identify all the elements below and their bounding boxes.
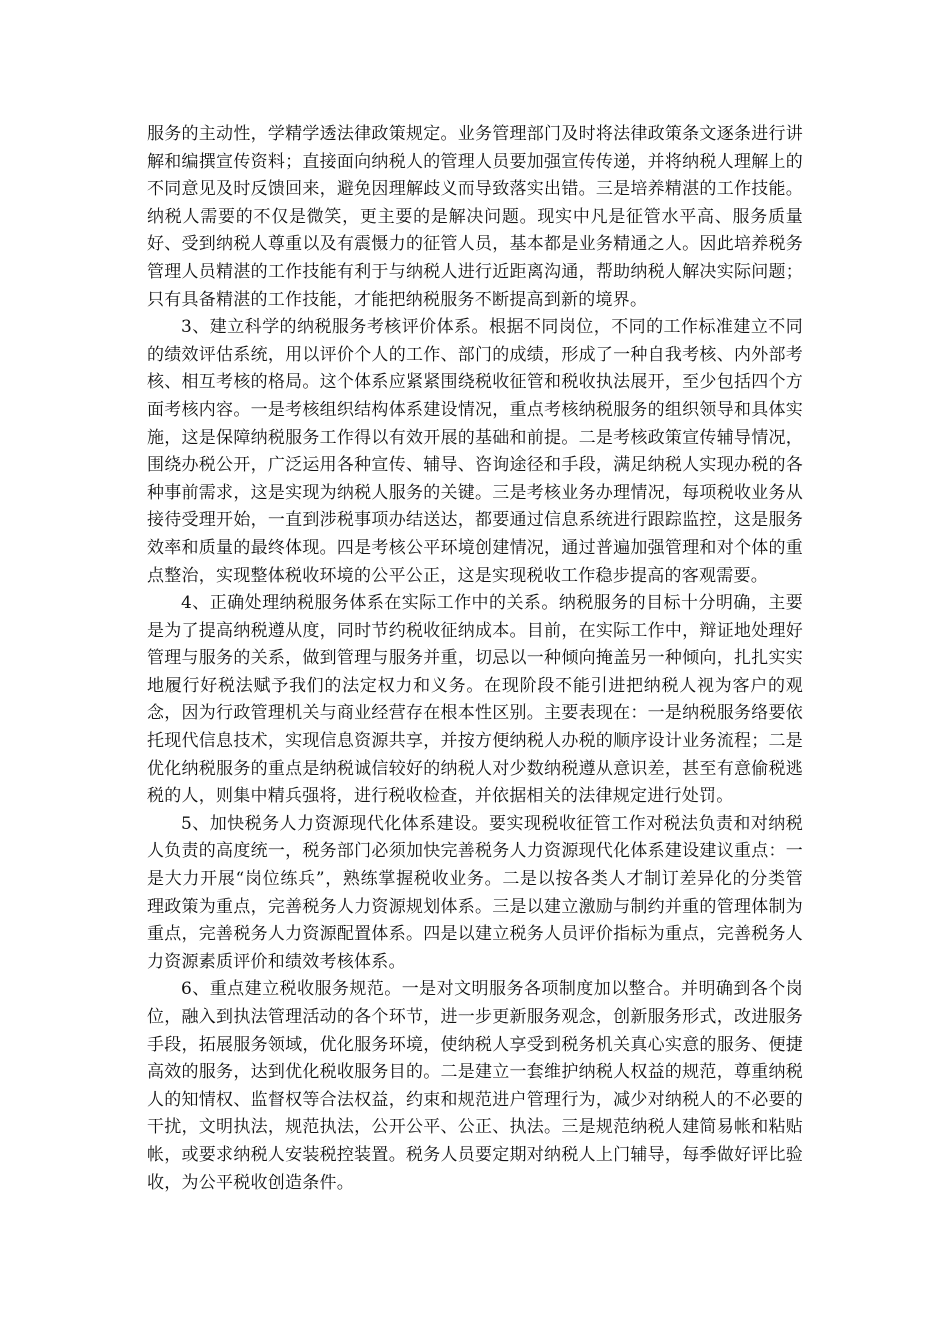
- paragraph-service-initiative: 服务的主动性，学精学透法律政策规定。业务管理部门及时将法律政策条文逐条进行讲解和编撰宣传资料；直接面向纳税人的管理人员要加强宣传传递，并将纳税人理解上的不同意见及时反馈回来，避免因理解歧义而导致落实出错。三是培养精湛的工作技能。纳税人需要的不仅是微笑，更主要的是解决问题。现实中凡是征管水平高、服务质量好、受到纳税人尊重以及有震慑力的征管人员，基本都是业务精通之人。因此培养税务管理人员精湛的工作技能有利于与纳税人进行近距离沟通，帮助纳税人解决实际问题；只有具备精湛的工作技能，才能把纳税服务不断提高到新的境界。: [147, 124, 803, 310]
- paragraph-service-standards: 6、重点建立税收服务规范。一是对文明服务各项制度加以整合。并明确到各个岗位，融入到执法管理活动的各个环节，进一步更新服务观念，创新服务形式，改进服务手段，拓展服务领域，优化服务环境，使纳税人享受到税务机关真心实意的服务、便捷高效的服务，达到优化税收服务目的。二是建立一套维护纳税人权益的规范，尊重纳税人的知情权、监督权等合法权益，约束和规范进户管理行为，减少对纳税人的不必要的干扰，文明执法，规范执法，公开公平、公正、执法。三是规范纳税人建简易帐和粘贴帐，或要求纳税人安装税控装置。税务人员要定期对纳税人上门辅导，每季做好评比验收，为公平税收创造条件。: [147, 979, 803, 1193]
- document-body: [147, 121, 803, 1197]
- paragraph-human-resources: 5、加快税务人力资源现代化体系建设。要实现税收征管工作对税法负责和对纳税人负责的高度统一，税务部门必须加快完善税务人力资源现代化体系建设建议重点：一是大力开展“岗位练兵”，熟练掌握税收业务。二是以按各类人才制订差异化的分类管理政策为重点，完善税务人力资源规划体系。三是以建立激励与制约并重的管理体制为重点，完善税务人力资源配置体系。四是以建立税务人员评价指标为重点，完善税务人力资源素质评价和绩效考核体系。: [147, 813, 803, 972]
- paragraph-evaluation-system: 3、建立科学的纳税服务考核评价体系。根据不同岗位，不同的工作标准建立不同的绩效评估系统，用以评价个人的工作、部门的成绩，形成了一种自我考核、内外部考核、相互考核的格局。这个体系应紧紧围绕税收征管和税收执法展开，至少包括四个方面考核内容。一是考核组织结构体系建设情况，重点考核纳税服务的组织领导和具体实施，这是保障纳税服务工作得以有效开展的基础和前提。二是考核政策宣传辅导情况，围绕办税公开，广泛运用各种宣传、辅导、咨询途径和手段，满足纳税人实现办税的各种事前需求，这是实现为纳税人服务的关键。三是考核业务办理情况，每项税收业务从接待受理开始，一直到涉税事项办结送达，都要通过信息系统进行跟踪监控，这是服务效率和质量的最终体现。四是考核公平环境创建情况，通过普遍加强管理和对个体的重点整治，实现整体税收环境的公平公正，这是实现税收工作稳步提高的客观需要。: [147, 317, 803, 586]
- paragraph-service-relationship: 4、正确处理纳税服务体系在实际工作中的关系。纳税服务的目标十分明确，主要是为了提高纳税遵从度，同时节约税收征纳成本。目前，在实际工作中，辩证地处理好管理与服务的关系，做到管理与服务并重，切忌以一种倾向掩盖另一种倾向，扎扎实实地履行好税法赋予我们的法定权力和义务。在现阶段不能引进把纳税人视为客户的观念，因为行政管理机关与商业经营存在根本性区别。主要表现在：一是纳税服务络要依托现代信息技术，实现信息资源共享，并按方便纳税人办税的顺序设计业务流程；二是优化纳税服务的重点是纳税诚信较好的纳税人对少数纳税遵从意识差，甚至有意偷税逃税的人，则集中精兵强将，进行税收检查，并依据相关的法律规定进行处罚。: [147, 593, 803, 807]
